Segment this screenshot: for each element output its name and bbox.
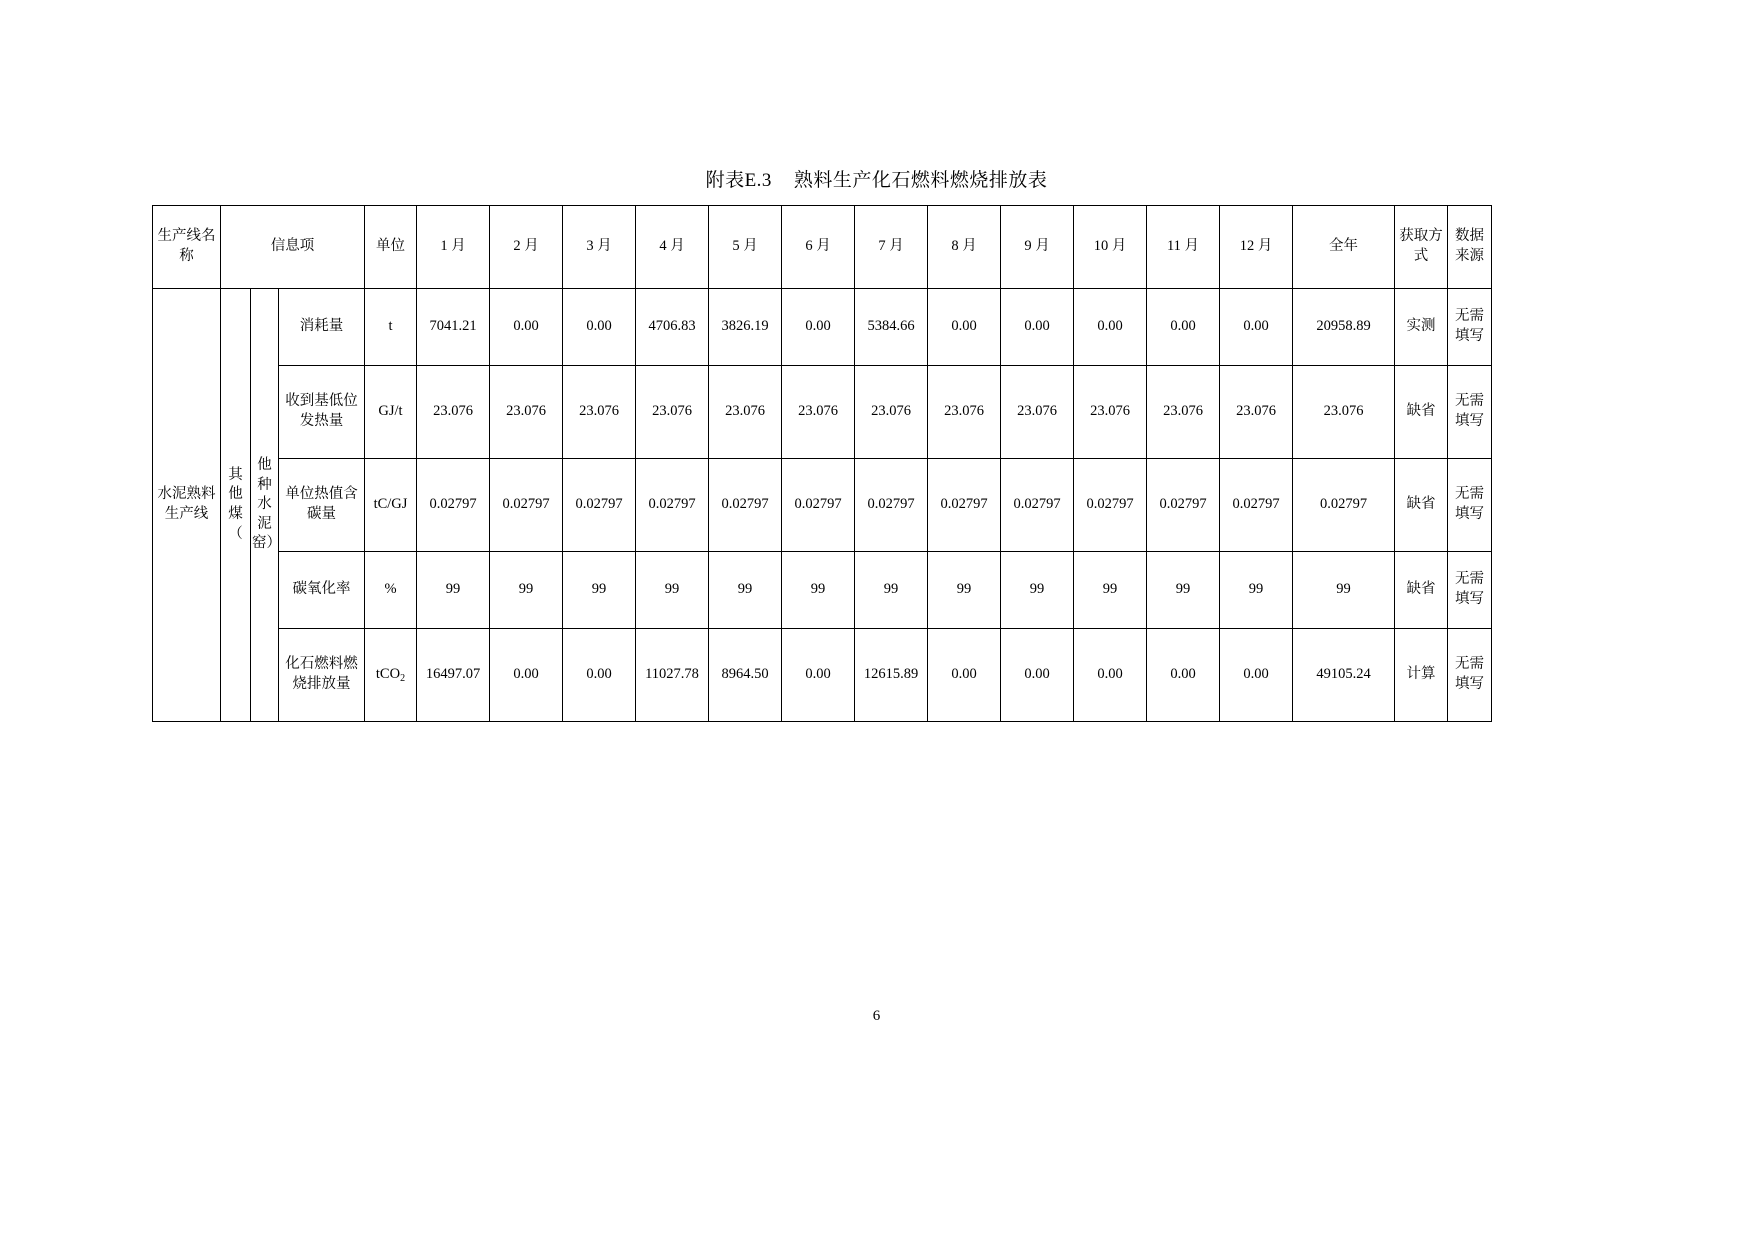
cell-value: 0.00 <box>1074 289 1147 366</box>
cell-unit: GJ/t <box>365 366 417 459</box>
cell-value: 0.00 <box>1074 629 1147 722</box>
cell-value: 0.02797 <box>1147 459 1220 552</box>
cell-value: 23.076 <box>1074 366 1147 459</box>
title-prefix: 附表E.3 <box>705 170 772 191</box>
cell-value: 0.00 <box>490 289 563 366</box>
cell-year-total: 20958.89 <box>1293 289 1395 366</box>
header-month-7: 7 月 <box>855 206 928 289</box>
header-month-9: 9 月 <box>1001 206 1074 289</box>
header-month-12: 12 月 <box>1220 206 1293 289</box>
cell-value: 99 <box>1220 552 1293 629</box>
header-month-1: 1 月 <box>417 206 490 289</box>
cell-value: 0.00 <box>563 629 636 722</box>
header-info-item: 信息项 <box>221 206 365 289</box>
cell-value: 23.076 <box>928 366 1001 459</box>
cell-value: 0.02797 <box>928 459 1001 552</box>
cell-value: 0.02797 <box>636 459 709 552</box>
cell-value: 23.076 <box>563 366 636 459</box>
cell-value: 23.076 <box>709 366 782 459</box>
cell-item-name: 单位热值含碳量 <box>279 459 365 552</box>
header-month-2: 2 月 <box>490 206 563 289</box>
cell-source: 无需填写 <box>1448 629 1492 722</box>
cell-value: 12615.89 <box>855 629 928 722</box>
cell-value: 0.02797 <box>709 459 782 552</box>
header-month-3: 3 月 <box>563 206 636 289</box>
cell-value: 0.02797 <box>563 459 636 552</box>
emissions-table <box>152 205 1492 722</box>
cell-method: 计算 <box>1395 629 1448 722</box>
cell-value: 23.076 <box>1147 366 1220 459</box>
cell-unit: tCO$_2$ <box>365 629 417 722</box>
cell-value: 0.02797 <box>1074 459 1147 552</box>
table-row <box>153 459 1492 552</box>
cell-value: 99 <box>709 552 782 629</box>
cell-value: 0.00 <box>1001 289 1074 366</box>
cell-item-name: 化石燃料燃烧排放量 <box>279 629 365 722</box>
cell-value: 0.02797 <box>1220 459 1293 552</box>
cell-value: 99 <box>855 552 928 629</box>
cell-value: 4706.83 <box>636 289 709 366</box>
cell-value: 23.076 <box>417 366 490 459</box>
header-unit: 单位 <box>365 206 417 289</box>
cell-year-total: 0.02797 <box>1293 459 1395 552</box>
page-number: 6 <box>872 1008 881 1024</box>
header-source: 数据来源 <box>1448 206 1492 289</box>
cell-value: 23.076 <box>1220 366 1293 459</box>
page-title <box>0 165 1753 192</box>
table-row <box>153 366 1492 459</box>
header-month-4: 4 月 <box>636 206 709 289</box>
cell-value: 0.00 <box>1147 289 1220 366</box>
cell-value: 99 <box>636 552 709 629</box>
cell-value: 23.076 <box>490 366 563 459</box>
cell-method: 缺省 <box>1395 552 1448 629</box>
header-month-10: 10 月 <box>1074 206 1147 289</box>
header-month-5: 5 月 <box>709 206 782 289</box>
cell-year-total: 23.076 <box>1293 366 1395 459</box>
cell-value: 0.00 <box>782 629 855 722</box>
cell-source: 无需填写 <box>1448 552 1492 629</box>
cell-value: 23.076 <box>636 366 709 459</box>
header-month-6: 6 月 <box>782 206 855 289</box>
cell-line-name: 水泥熟料生产线 <box>153 289 221 722</box>
cell-fuel-group-1: 其他煤（ <box>221 289 251 722</box>
cell-value: 0.00 <box>1147 629 1220 722</box>
cell-item-name: 碳氧化率 <box>279 552 365 629</box>
cell-value: 99 <box>928 552 1001 629</box>
cell-value: 99 <box>563 552 636 629</box>
cell-unit: % <box>365 552 417 629</box>
cell-value: 0.02797 <box>417 459 490 552</box>
header-month-8: 8 月 <box>928 206 1001 289</box>
table-row <box>153 629 1492 722</box>
cell-unit: t <box>365 289 417 366</box>
cell-item-name: 收到基低位发热量 <box>279 366 365 459</box>
cell-value: 0.00 <box>782 289 855 366</box>
header-month-11: 11 月 <box>1147 206 1220 289</box>
header-method: 获取方式 <box>1395 206 1448 289</box>
cell-year-total: 99 <box>1293 552 1395 629</box>
header-year-total: 全年 <box>1293 206 1395 289</box>
cell-source: 无需填写 <box>1448 289 1492 366</box>
cell-value: 0.00 <box>1220 629 1293 722</box>
cell-value: 11027.78 <box>636 629 709 722</box>
title-main: 熟料生产化石燃料燃烧排放表 <box>793 170 1048 191</box>
header-line-name: 生产线名称 <box>153 206 221 289</box>
cell-value: 8964.50 <box>709 629 782 722</box>
cell-source: 无需填写 <box>1448 459 1492 552</box>
cell-method: 缺省 <box>1395 366 1448 459</box>
cell-value: 99 <box>1001 552 1074 629</box>
cell-year-total: 49105.24 <box>1293 629 1395 722</box>
cell-value: 99 <box>1147 552 1220 629</box>
cell-value: 99 <box>782 552 855 629</box>
table-header-row <box>153 206 1492 289</box>
cell-value: 0.00 <box>928 289 1001 366</box>
cell-value: 0.02797 <box>782 459 855 552</box>
cell-value: 0.00 <box>1001 629 1074 722</box>
cell-value: 0.00 <box>490 629 563 722</box>
cell-value: 0.02797 <box>1001 459 1074 552</box>
cell-value: 99 <box>417 552 490 629</box>
emissions-table-container <box>152 205 1484 722</box>
cell-value: 23.076 <box>855 366 928 459</box>
cell-value: 99 <box>1074 552 1147 629</box>
cell-value: 23.076 <box>782 366 855 459</box>
cell-value: 7041.21 <box>417 289 490 366</box>
cell-fuel-group-2: 他种水泥窑） <box>251 289 279 722</box>
cell-method: 实测 <box>1395 289 1448 366</box>
cell-source: 无需填写 <box>1448 366 1492 459</box>
cell-method: 缺省 <box>1395 459 1448 552</box>
cell-value: 0.00 <box>928 629 1001 722</box>
cell-value: 0.02797 <box>490 459 563 552</box>
table-row <box>153 552 1492 629</box>
cell-value: 0.00 <box>563 289 636 366</box>
cell-value: 16497.07 <box>417 629 490 722</box>
cell-item-name: 消耗量 <box>279 289 365 366</box>
cell-value: 0.00 <box>1220 289 1293 366</box>
cell-unit: tC/GJ <box>365 459 417 552</box>
cell-value: 0.02797 <box>855 459 928 552</box>
table-row <box>153 289 1492 366</box>
cell-value: 3826.19 <box>709 289 782 366</box>
cell-value: 23.076 <box>1001 366 1074 459</box>
cell-value: 99 <box>490 552 563 629</box>
cell-value: 5384.66 <box>855 289 928 366</box>
